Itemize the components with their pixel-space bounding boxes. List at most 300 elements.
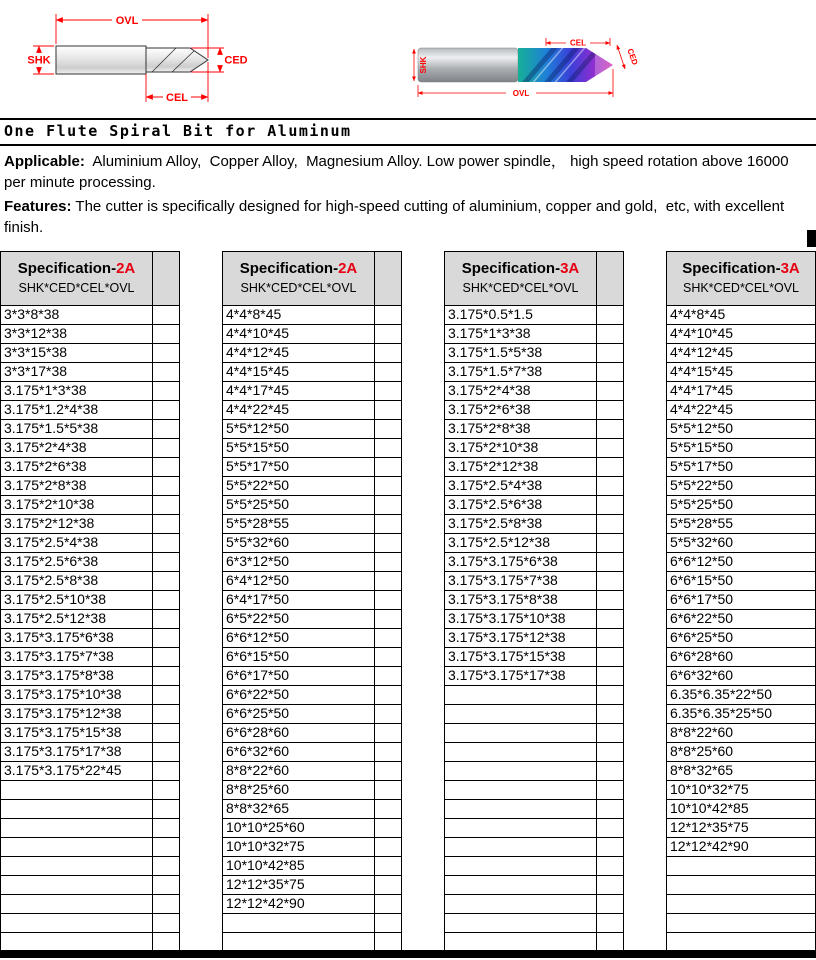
spacer-cell [152, 629, 180, 648]
gap-cell [624, 572, 666, 591]
spec-cell-col4-row6: 4*4*22*45 [666, 401, 816, 420]
spacer-cell [152, 306, 180, 325]
spacer-cell [596, 477, 624, 496]
spec-cell-col1-row11: 3.175*2*10*38 [0, 496, 152, 515]
spec-cell-col4-row11: 5*5*25*50 [666, 496, 816, 515]
spacer-cell [374, 515, 402, 534]
gap-cell [624, 344, 666, 363]
spacer-cell [374, 914, 402, 933]
spacer-cell [374, 781, 402, 800]
spacer-cell [374, 344, 402, 363]
spacer-cell [152, 724, 180, 743]
gap-cell [180, 629, 222, 648]
spacer-cell [596, 629, 624, 648]
spec-cell-col1-row25: 3.175*3.175*22*45 [0, 762, 152, 781]
spec-cell-col4-row5: 4*4*17*45 [666, 382, 816, 401]
spacer-cell [374, 382, 402, 401]
spacer-cell [596, 458, 624, 477]
spacer-cell [596, 515, 624, 534]
spec-header-title-accent: 2A [338, 260, 358, 277]
spec-cell-col2-row17: 6*5*22*50 [222, 610, 374, 629]
spec-cell-col1-row13: 3.175*2.5*4*38 [0, 534, 152, 553]
spacer-cell [374, 553, 402, 572]
spec-cell-col4-row26: 10*10*32*75 [666, 781, 816, 800]
gap-cell [402, 781, 444, 800]
photo-ced-line [617, 45, 625, 69]
features-paragraph [4, 196, 810, 238]
gap-cell [180, 819, 222, 838]
spec-cell-col1-row1: 3*3*8*38 [0, 306, 152, 325]
spec-cell-col3-row8: 3.175*2*10*38 [444, 439, 596, 458]
spacer-cell [374, 895, 402, 914]
gap-cell [624, 420, 666, 439]
spec-cell-col3-row12: 3.175*2.5*8*38 [444, 515, 596, 534]
gap-cell [624, 458, 666, 477]
spec-cell-col2-row25: 8*8*22*60 [222, 762, 374, 781]
spacer-cell [374, 857, 402, 876]
spacer-cell [374, 610, 402, 629]
gap-cell [624, 724, 666, 743]
spec-cell-col3-row14: 3.175*3.175*6*38 [444, 553, 596, 572]
spec-cell-col1-row14: 3.175*2.5*6*38 [0, 553, 152, 572]
gap-cell [624, 895, 666, 914]
header-gap [180, 251, 222, 306]
spec-cell-col1-row21: 3.175*3.175*10*38 [0, 686, 152, 705]
spec-cell-col4-row9: 5*5*17*50 [666, 458, 816, 477]
scan-artifact-bottom-bar [0, 950, 816, 958]
spacer-cell [374, 648, 402, 667]
gap-cell [402, 724, 444, 743]
spec-cell-col4-row28: 12*12*35*75 [666, 819, 816, 838]
gap-cell [402, 610, 444, 629]
spec-cell-col1-row26 [0, 781, 152, 800]
spacer-cell [596, 895, 624, 914]
spacer-cell [596, 648, 624, 667]
spec-header-subtitle: SHK*CED*CEL*OVL [682, 281, 799, 295]
spec-cell-col4-row30 [666, 857, 816, 876]
spec-cell-col4-row1: 4*4*8*45 [666, 306, 816, 325]
spacer-cell [152, 439, 180, 458]
gap-cell [180, 648, 222, 667]
spec-cell-col3-row9: 3.175*2*12*38 [444, 458, 596, 477]
spacer-cell [596, 838, 624, 857]
gap-cell [402, 914, 444, 933]
spec-cell-col3-row3: 3.175*1.5*5*38 [444, 344, 596, 363]
gap-cell [624, 876, 666, 895]
spec-cell-col2-row29: 10*10*32*75 [222, 838, 374, 857]
gap-cell [180, 496, 222, 515]
spacer-cell [374, 667, 402, 686]
spec-cell-col3-row25 [444, 762, 596, 781]
spec-cell-col1-row27 [0, 800, 152, 819]
spec-cell-col4-row22: 6.35*6.35*25*50 [666, 705, 816, 724]
gap-cell [402, 591, 444, 610]
spacer-cell [596, 819, 624, 838]
spec-cell-col2-row19: 6*6*15*50 [222, 648, 374, 667]
spacer-cell [374, 306, 402, 325]
spec-cell-col4-row33 [666, 914, 816, 933]
gap-cell [624, 382, 666, 401]
spacer-cell [152, 610, 180, 629]
spec-cell-col2-row8: 5*5*15*50 [222, 439, 374, 458]
spec-header-title-text: Specification- [239, 260, 339, 277]
gap-cell [624, 306, 666, 325]
spacer-cell [152, 382, 180, 401]
spec-cell-col2-row7: 5*5*12*50 [222, 420, 374, 439]
spec-cell-col1-row30 [0, 857, 152, 876]
spec-cell-col4-row29: 12*12*42*90 [666, 838, 816, 857]
spacer-cell [596, 363, 624, 382]
gap-cell [180, 895, 222, 914]
spacer-cell [596, 686, 624, 705]
spec-cell-col1-row15: 3.175*2.5*8*38 [0, 572, 152, 591]
spec-cell-col3-row21 [444, 686, 596, 705]
gap-cell [624, 914, 666, 933]
gap-cell [624, 515, 666, 534]
spec-cell-col4-row8: 5*5*15*50 [666, 439, 816, 458]
photo-ced-label: CED [625, 47, 640, 67]
spec-header-3 [444, 251, 596, 306]
spec-cell-col4-row31 [666, 876, 816, 895]
gap-cell [402, 686, 444, 705]
spacer-cell [374, 420, 402, 439]
header-gap [624, 251, 666, 306]
photo-shk-label: SHK [419, 56, 428, 74]
spacer-cell [596, 705, 624, 724]
gap-cell [624, 781, 666, 800]
spacer-cell [152, 819, 180, 838]
gap-cell [624, 667, 666, 686]
spec-cell-col3-row20: 3.175*3.175*17*38 [444, 667, 596, 686]
spec-cell-col2-row3: 4*4*12*45 [222, 344, 374, 363]
spec-cell-col1-row12: 3.175*2*12*38 [0, 515, 152, 534]
gap-cell [624, 610, 666, 629]
spec-table [0, 251, 816, 952]
spec-header-title [1, 260, 152, 277]
spec-cell-col2-row4: 4*4*15*45 [222, 363, 374, 382]
spec-cell-col4-row19: 6*6*28*60 [666, 648, 816, 667]
spec-cell-col3-row22 [444, 705, 596, 724]
gap-cell [402, 439, 444, 458]
spec-cell-col2-row20: 6*6*17*50 [222, 667, 374, 686]
gap-cell [402, 800, 444, 819]
spec-header-subtitle: SHK*CED*CEL*OVL [462, 281, 579, 295]
spacer-cell [152, 705, 180, 724]
gap-cell [402, 743, 444, 762]
spec-cell-col1-row28 [0, 819, 152, 838]
spec-cell-col1-row4: 3*3*17*38 [0, 363, 152, 382]
spacer-cell [596, 572, 624, 591]
spacer-cell [374, 762, 402, 781]
spec-cell-col3-row32 [444, 895, 596, 914]
product-photo-diagram [410, 32, 645, 107]
spec-cell-col2-row21: 6*6*22*50 [222, 686, 374, 705]
spec-cell-col2-row13: 5*5*32*60 [222, 534, 374, 553]
gap-cell [402, 401, 444, 420]
spec-cell-col3-row4: 3.175*1.5*7*38 [444, 363, 596, 382]
spacer-cell [374, 629, 402, 648]
spacer-cell [152, 458, 180, 477]
ovl-dim-label: OVL [115, 15, 139, 27]
spec-cell-col4-row14: 6*6*12*50 [666, 553, 816, 572]
spec-cell-col1-row22: 3.175*3.175*12*38 [0, 705, 152, 724]
gap-cell [180, 743, 222, 762]
spacer-cell [152, 363, 180, 382]
gap-cell [180, 553, 222, 572]
spacer-cell [596, 553, 624, 572]
spec-cell-col4-row7: 5*5*12*50 [666, 420, 816, 439]
spacer-cell [374, 363, 402, 382]
spacer-cell [152, 591, 180, 610]
spec-cell-col3-row5: 3.175*2*4*38 [444, 382, 596, 401]
spec-cell-col2-row22: 6*6*25*50 [222, 705, 374, 724]
spec-cell-col3-row10: 3.175*2.5*4*38 [444, 477, 596, 496]
gap-cell [402, 572, 444, 591]
gap-cell [624, 800, 666, 819]
spacer-cell [152, 420, 180, 439]
spacer-cell [374, 401, 402, 420]
gap-cell [180, 477, 222, 496]
spacer-cell [596, 591, 624, 610]
gap-cell [624, 496, 666, 515]
spec-cell-col2-row14: 6*3*12*50 [222, 553, 374, 572]
gap-cell [402, 895, 444, 914]
gap-cell [624, 648, 666, 667]
spacer-cell [596, 914, 624, 933]
spacer-cell [374, 325, 402, 344]
spacer-cell [374, 743, 402, 762]
spec-header-title [223, 260, 374, 277]
spacer-cell [152, 838, 180, 857]
spec-cell-col2-row16: 6*4*17*50 [222, 591, 374, 610]
gap-cell [180, 762, 222, 781]
gap-cell [402, 515, 444, 534]
spec-cell-col4-row24: 8*8*25*60 [666, 743, 816, 762]
spacer-cell [152, 876, 180, 895]
spacer-cell [152, 496, 180, 515]
spacer-cell [596, 610, 624, 629]
spec-cell-col1-row7: 3.175*1.5*5*38 [0, 420, 152, 439]
spec-cell-col2-row1: 4*4*8*45 [222, 306, 374, 325]
spacer-cell [596, 857, 624, 876]
spec-cell-col1-row2: 3*3*12*38 [0, 325, 152, 344]
gap-cell [180, 458, 222, 477]
spec-cell-col3-row1: 3.175*0.5*1.5 [444, 306, 596, 325]
gap-cell [624, 743, 666, 762]
spec-cell-col1-row18: 3.175*3.175*6*38 [0, 629, 152, 648]
gap-cell [624, 705, 666, 724]
spec-cell-col1-row3: 3*3*15*38 [0, 344, 152, 363]
spacer-cell [374, 724, 402, 743]
gap-cell [402, 420, 444, 439]
gap-cell [180, 534, 222, 553]
spacer-cell [596, 534, 624, 553]
gap-cell [180, 382, 222, 401]
gap-cell [402, 876, 444, 895]
spacer-cell [152, 553, 180, 572]
gap-cell [180, 838, 222, 857]
gap-cell [402, 762, 444, 781]
photo-ovl-label: OVL [512, 89, 530, 98]
header-spacer [596, 251, 624, 306]
spacer-cell [152, 743, 180, 762]
header-spacer [152, 251, 180, 306]
spacer-cell [152, 401, 180, 420]
gap-cell [180, 857, 222, 876]
cel-dim-label: CEL [166, 92, 188, 104]
gap-cell [624, 857, 666, 876]
spacer-cell [596, 382, 624, 401]
gap-cell [180, 800, 222, 819]
gap-cell [180, 325, 222, 344]
spacer-cell [152, 914, 180, 933]
gap-cell [402, 705, 444, 724]
spec-cell-col2-row15: 6*4*12*50 [222, 572, 374, 591]
gap-cell [180, 705, 222, 724]
spacer-cell [596, 496, 624, 515]
spec-cell-col2-row23: 6*6*28*60 [222, 724, 374, 743]
ced-dim-label: CED [224, 54, 248, 67]
spacer-cell [374, 819, 402, 838]
diagram-area [0, 0, 816, 118]
spec-cell-col2-row9: 5*5*17*50 [222, 458, 374, 477]
applicable-label: Applicable: [4, 153, 85, 170]
spec-cell-col4-row21: 6.35*6.35*22*50 [666, 686, 816, 705]
spec-cell-col3-row18: 3.175*3.175*12*38 [444, 629, 596, 648]
gap-cell [402, 857, 444, 876]
gap-cell [180, 401, 222, 420]
spec-cell-col1-row32 [0, 895, 152, 914]
spec-cell-col1-row5: 3.175*1*3*38 [0, 382, 152, 401]
gap-cell [624, 401, 666, 420]
header-spacer [374, 251, 402, 306]
gap-cell [402, 534, 444, 553]
gap-cell [624, 762, 666, 781]
spacer-cell [374, 800, 402, 819]
spec-cell-col4-row4: 4*4*15*45 [666, 363, 816, 382]
gap-cell [402, 667, 444, 686]
gap-cell [402, 496, 444, 515]
spacer-cell [596, 724, 624, 743]
scan-artifact-top-right [807, 230, 816, 247]
gap-cell [624, 439, 666, 458]
spec-cell-col1-row6: 3.175*1.2*4*38 [0, 401, 152, 420]
spec-cell-col2-row32: 12*12*42*90 [222, 895, 374, 914]
spec-cell-col3-row27 [444, 800, 596, 819]
spacer-cell [374, 572, 402, 591]
spec-cell-col3-row29 [444, 838, 596, 857]
gap-cell [624, 819, 666, 838]
spec-cell-col3-row24 [444, 743, 596, 762]
spec-cell-col2-row31: 12*12*35*75 [222, 876, 374, 895]
shank-body [56, 46, 146, 74]
gap-cell [624, 629, 666, 648]
spacer-cell [596, 876, 624, 895]
spec-cell-col1-row23: 3.175*3.175*15*38 [0, 724, 152, 743]
spec-cell-col3-row19: 3.175*3.175*15*38 [444, 648, 596, 667]
gap-cell [624, 477, 666, 496]
applicable-text: Aluminium Alloy, Copper Alloy, Magnesium Alloy. Low power spindle， high speed rotation above 16000 per minute processing. [4, 153, 793, 191]
gap-cell [624, 838, 666, 857]
spec-cell-col3-row6: 3.175*2*6*38 [444, 401, 596, 420]
spacer-cell [374, 591, 402, 610]
gap-cell [180, 420, 222, 439]
gap-cell [402, 629, 444, 648]
spacer-cell [596, 800, 624, 819]
spec-cell-col3-row2: 3.175*1*3*38 [444, 325, 596, 344]
spacer-cell [152, 534, 180, 553]
spacer-cell [152, 800, 180, 819]
gap-cell [402, 363, 444, 382]
spacer-cell [596, 781, 624, 800]
gap-cell [624, 325, 666, 344]
gap-cell [180, 686, 222, 705]
spec-cell-col4-row15: 6*6*15*50 [666, 572, 816, 591]
spec-cell-col3-row33 [444, 914, 596, 933]
gap-cell [402, 325, 444, 344]
spacer-cell [596, 667, 624, 686]
spec-cell-col1-row17: 3.175*2.5*12*38 [0, 610, 152, 629]
spec-cell-col4-row12: 5*5*28*55 [666, 515, 816, 534]
spec-cell-col3-row17: 3.175*3.175*10*38 [444, 610, 596, 629]
spacer-cell [152, 895, 180, 914]
spec-cell-col1-row19: 3.175*3.175*7*38 [0, 648, 152, 667]
gap-cell [180, 306, 222, 325]
gap-cell [402, 819, 444, 838]
spec-cell-col3-row28 [444, 819, 596, 838]
spec-header-title-accent: 3A [560, 260, 580, 277]
spec-cell-col1-row24: 3.175*3.175*17*38 [0, 743, 152, 762]
spec-cell-col4-row27: 10*10*42*85 [666, 800, 816, 819]
gap-cell [402, 382, 444, 401]
spec-cell-col4-row10: 5*5*22*50 [666, 477, 816, 496]
applicable-paragraph [4, 151, 810, 193]
spacer-cell [596, 420, 624, 439]
spec-cell-col1-row31 [0, 876, 152, 895]
spacer-cell [374, 477, 402, 496]
spec-cell-col3-row23 [444, 724, 596, 743]
spec-cell-col2-row27: 8*8*32*65 [222, 800, 374, 819]
spec-header-title [445, 260, 596, 277]
gap-cell [402, 553, 444, 572]
spacer-cell [152, 572, 180, 591]
spec-cell-col2-row24: 6*6*32*60 [222, 743, 374, 762]
spec-cell-col4-row20: 6*6*32*60 [666, 667, 816, 686]
spec-cell-col4-row32 [666, 895, 816, 914]
spec-cell-col2-row5: 4*4*17*45 [222, 382, 374, 401]
spec-cell-col3-row16: 3.175*3.175*8*38 [444, 591, 596, 610]
gap-cell [180, 781, 222, 800]
spec-cell-col2-row12: 5*5*28*55 [222, 515, 374, 534]
gap-cell [180, 515, 222, 534]
spacer-cell [374, 439, 402, 458]
spec-cell-col1-row16: 3.175*2.5*10*38 [0, 591, 152, 610]
spec-cell-col4-row3: 4*4*12*45 [666, 344, 816, 363]
gap-cell [402, 458, 444, 477]
spacer-cell [152, 857, 180, 876]
spacer-cell [374, 534, 402, 553]
description [0, 146, 816, 243]
spec-cell-col1-row9: 3.175*2*6*38 [0, 458, 152, 477]
spacer-cell [596, 306, 624, 325]
spec-cell-col1-row8: 3.175*2*4*38 [0, 439, 152, 458]
gap-cell [402, 838, 444, 857]
photo-cel-label: CEL [570, 38, 586, 48]
spacer-cell [374, 838, 402, 857]
photo-coated-flute [518, 44, 614, 86]
spec-cell-col4-row17: 6*6*22*50 [666, 610, 816, 629]
spec-cell-col3-row7: 3.175*2*8*38 [444, 420, 596, 439]
